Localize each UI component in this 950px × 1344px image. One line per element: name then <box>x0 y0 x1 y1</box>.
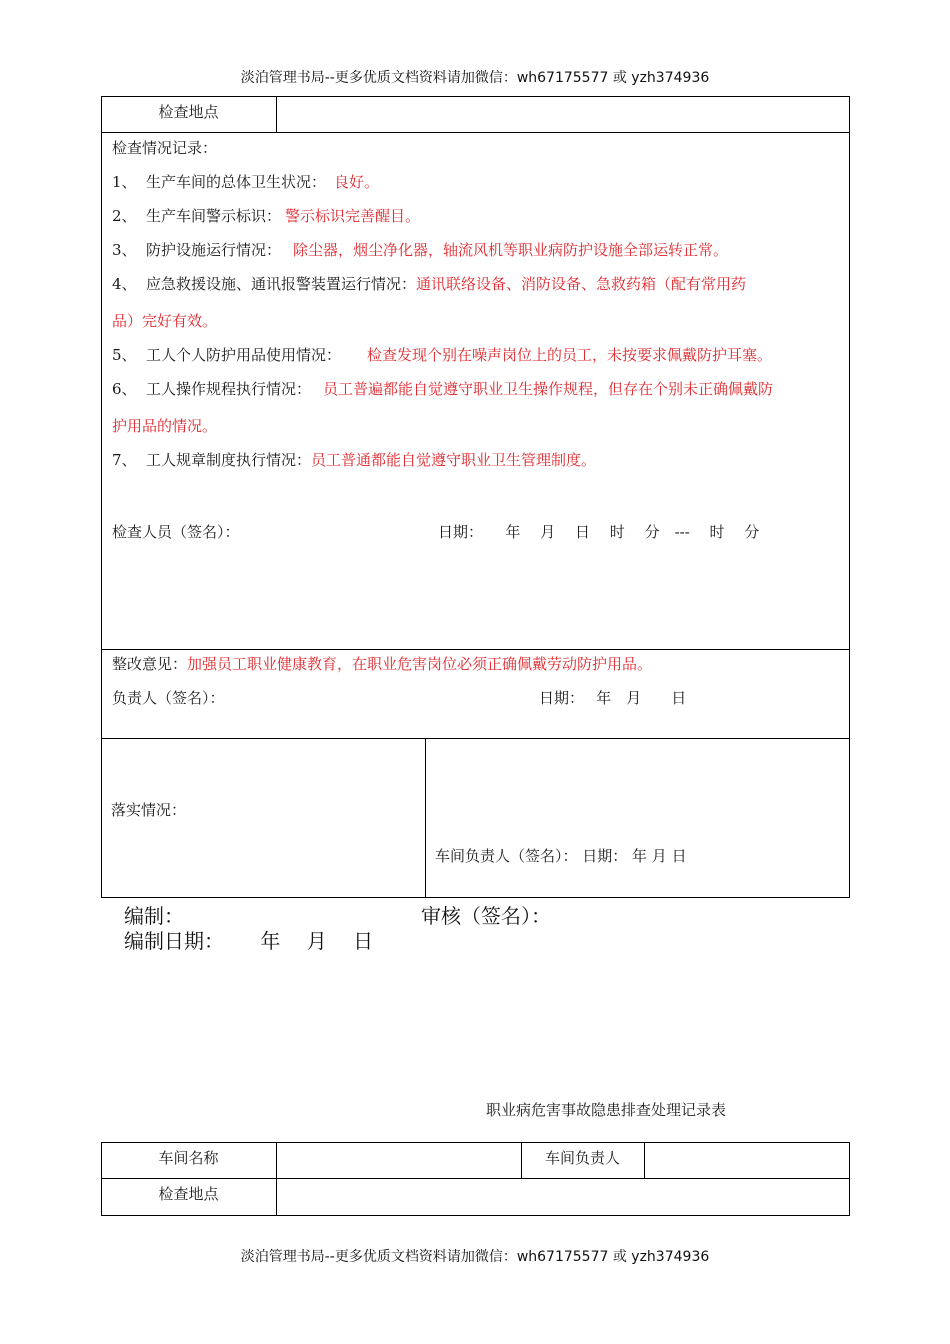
watermark-footer: 淡泊管理书局--更多优质文档资料请加微信：wh67175577 或 yzh374936 <box>240 1249 710 1265</box>
rectify-line <box>112 653 652 674</box>
inspector-signature-label: 检查人员（签名）： <box>112 523 240 541</box>
record-section <box>101 132 850 650</box>
record-value: 检查发现个别在噪声岗位上的员工，未按要求佩戴防护耳塞。 <box>367 346 773 364</box>
inspector-date: 日期： 年 月 日 时 分 --- 时 分 <box>438 523 760 541</box>
location-field[interactable] <box>280 1183 844 1211</box>
workshop-head-field[interactable] <box>648 1147 844 1175</box>
workshop-name-field[interactable] <box>280 1147 516 1175</box>
rectification-section <box>101 649 850 739</box>
record-value: 通讯联络设备、消防设备、急救药箱（配有常用药 <box>416 275 747 293</box>
record-value: 员工普通都能自觉遵守职业卫生管理制度。 <box>311 451 597 469</box>
prepared-date-label: 编制日期： 年 月 日 <box>124 929 374 953</box>
record-item-4: 4、 应急救援设施、通讯报警装置运行情况：通讯联络设备、消防设备、急救药箱（配有常用药 <box>112 275 747 293</box>
workshop-head-label: 车间负责人 <box>544 1149 620 1167</box>
rectify-label: 整改意见： <box>112 655 188 673</box>
divider <box>276 96 277 133</box>
workshop-head-signature: 车间负责人（签名）： 日期： 年 月 日 <box>435 847 687 865</box>
watermark-header: 淡泊管理书局--更多优质文档资料请加微信：wh67175577 或 yzh374936 <box>240 70 710 86</box>
record-item-2: 2、 生产车间警示标识： 警示标识完善醒目。 <box>112 207 421 225</box>
location-label: 检查地点 <box>158 103 219 121</box>
responsible-signature-label: 负责人（签名）： <box>112 689 225 707</box>
record-item-6: 6、 工人操作规程执行情况： 员工普遍都能自觉遵守职业卫生操作规程，但存在个别未正确佩戴防 <box>112 380 774 398</box>
record-item-7: 7、 工人规章制度执行情况：员工普通都能自觉遵守职业卫生管理制度。 <box>112 451 597 469</box>
record-heading: 检查情况记录： <box>112 139 218 157</box>
responsible-date: 日期： 年 月 日 <box>539 689 687 707</box>
implementation-section <box>101 738 850 898</box>
reviewed-by-label: 审核（签名）： <box>421 904 551 928</box>
record-item-3: 3、 防护设施运行情况： 除尘器，烟尘净化器，轴流风机等职业病防护设施全部运转正常。 <box>112 241 729 259</box>
divider <box>644 1142 645 1179</box>
record-item-5: 5、 工人个人防护用品使用情况： 检查发现个别在噪声岗位上的员工，未按要求佩戴防护耳塞。 <box>112 346 773 364</box>
record-value: 除尘器，烟尘净化器，轴流风机等职业病防护设施全部运转正常。 <box>293 241 729 259</box>
divider <box>425 738 426 898</box>
record-item-4-cont: 品）完好有效。 <box>112 312 218 330</box>
divider <box>101 1178 850 1179</box>
prepared-by-label: 编制： <box>124 904 184 928</box>
record-item-6-cont: 护用品的情况。 <box>112 417 218 435</box>
record-value: 员工普遍都能自觉遵守职业卫生操作规程，但存在个别未正确佩戴防 <box>323 380 774 398</box>
location-field[interactable] <box>280 101 840 129</box>
rectify-value: 加强员工职业健康教育，在职业危害岗位必须正确佩戴劳动防护用品。 <box>187 655 653 673</box>
record-value: 警示标识完善醒目。 <box>285 207 421 225</box>
divider <box>276 1142 277 1216</box>
form-title: 职业病危害事故隐患排查处理记录表 <box>486 1101 727 1119</box>
record-value: 良好。 <box>334 173 380 191</box>
workshop-name-label: 车间名称 <box>158 1149 219 1167</box>
implementation-label: 落实情况： <box>111 801 187 819</box>
record-item-1: 1、 生产车间的总体卫生状况： 良好。 <box>112 173 380 191</box>
location-label: 检查地点 <box>158 1185 219 1203</box>
